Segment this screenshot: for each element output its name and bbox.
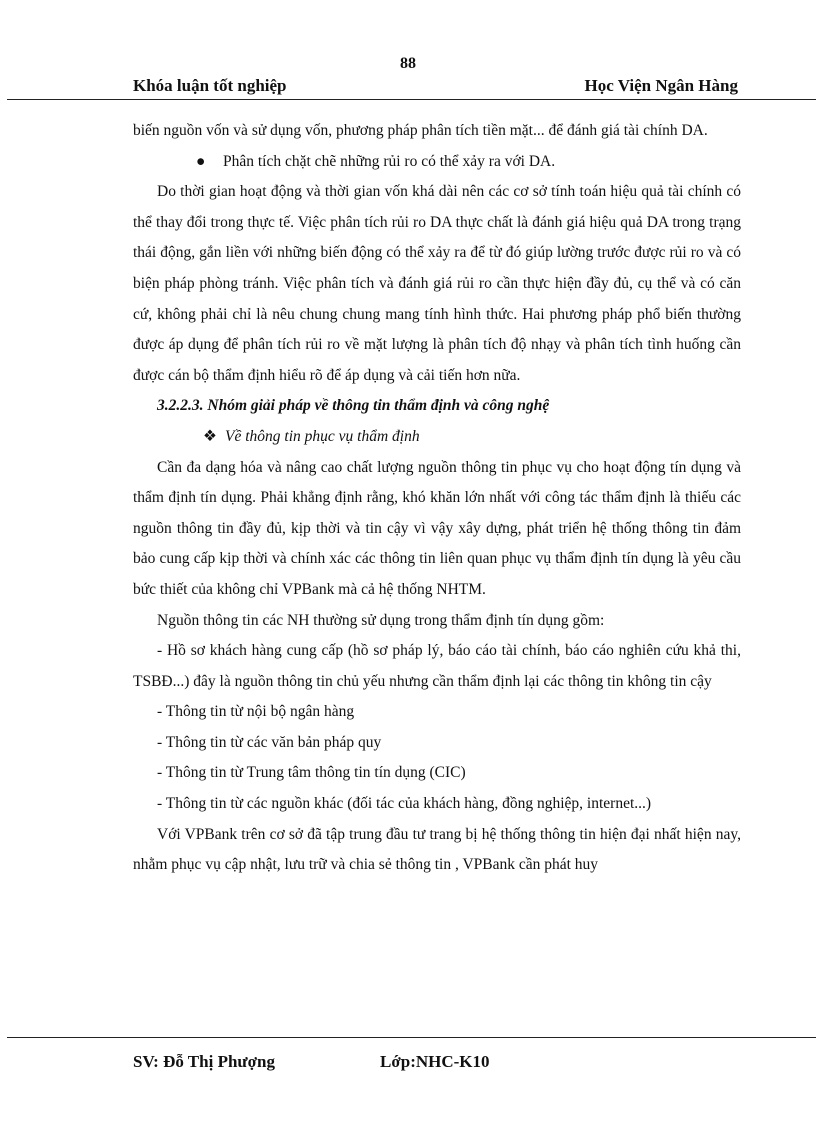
footer-divider [7, 1037, 816, 1038]
paragraph: Cần đa dạng hóa và nâng cao chất lượng nguồn thông tin phục vụ cho hoạt động tín dụng và thẩm định tín dụng. Phải khẳng định rằng, khó khăn lớn nhất với công tác thẩm định là thiếu các nguồn thông tin đầy đủ, kịp thời và tin cậy vì vậy xây dựng, phát triển hệ thống thông tin đảm bảo cung cấp kịp thời và chính xác các thông tin liên quan phục vụ thẩm định tín dụng là yêu cầu bức thiết của không chỉ VPBank mà cả hệ thống NHTM. [133, 458, 741, 598]
paragraph: biến nguồn vốn và sử dụng vốn, phương pháp phân tích tiền mặt... để đánh giá tài chính DA. [133, 122, 708, 139]
header-thesis-title: Khóa luận tốt nghiệp [133, 76, 287, 95]
document-body [133, 116, 741, 881]
list-item: - Thông tin từ nội bộ ngân hàng [157, 703, 355, 721]
section-heading: 3.2.2.3. Nhóm giải pháp về thông tin thẩm định và công nghệ [157, 397, 550, 415]
subheading [133, 422, 741, 453]
subheading-text: Về thông tin phục vụ thẩm định [225, 427, 420, 445]
list-item: - Thông tin từ Trung tâm thông tin tín dụng (CIC) [157, 764, 466, 782]
footer-student: SV: Đỗ Thị Phượng [133, 1052, 275, 1071]
paragraph: Với VPBank trên cơ sở đã tập trung đầu tư trang bị hệ thống thông tin hiện đại nhất hiện nay, nhằm phục vụ cập nhật, lưu trữ và chia sẻ thông tin , VPBank cần phát huy [133, 825, 741, 874]
diamond-bullet-icon: ❖ [203, 427, 217, 445]
bullet-text: Phân tích chặt chẽ những rủi ro có thể xảy ra với DA. [223, 152, 556, 170]
page-number: 88 [400, 55, 416, 72]
bullet-dot-icon: ● [196, 152, 206, 170]
footer-class: Lớp:NHC-K10 [380, 1052, 490, 1071]
list-item: - Thông tin từ các nguồn khác (đối tác của khách hàng, đồng nghiệp, internet...) [157, 795, 652, 813]
list-item: - Thông tin từ các văn bản pháp quy [157, 733, 382, 751]
header-institution: Học Viện Ngân Hàng [584, 76, 738, 95]
paragraph: Nguồn thông tin các NH thường sử dụng trong thẩm định tín dụng gồm: [157, 611, 605, 629]
paragraph: Do thời gian hoạt động và thời gian vốn khá dài nên các cơ sở tính toán hiệu quả tài chính có thể thay đổi trong thực tế. Việc phân tích rủi ro DA thực chất là đánh giá hiệu quả DA trong trạng thái động, gắn liền với những biến động có thể xảy ra để từ đó giúp lường trước được rủi ro và có biện pháp phòng tránh. Việc phân tích và đánh giá rủi ro cần thực hiện đầy đủ, cụ thể và có căn cứ, không phải chỉ là nêu chung chung mang tính hình thức. Hai phương pháp phổ biến thường được áp dụng để phân tích rủi ro về mặt lượng là phân tích độ nhạy và phân tích tình huống cần được cán bộ thẩm định hiểu rõ để áp dụng và cải tiến hơn nữa. [133, 183, 741, 384]
paragraph: - Hồ sơ khách hàng cung cấp (hồ sơ pháp lý, báo cáo tài chính, báo cáo nghiên cứu khả thi, TSBĐ...) đây là nguồn thông tin chủ yếu nhưng cần thẩm định lại các thông tin không tin cậy [133, 642, 741, 690]
bullet-item [133, 147, 741, 178]
header-divider [7, 99, 816, 100]
